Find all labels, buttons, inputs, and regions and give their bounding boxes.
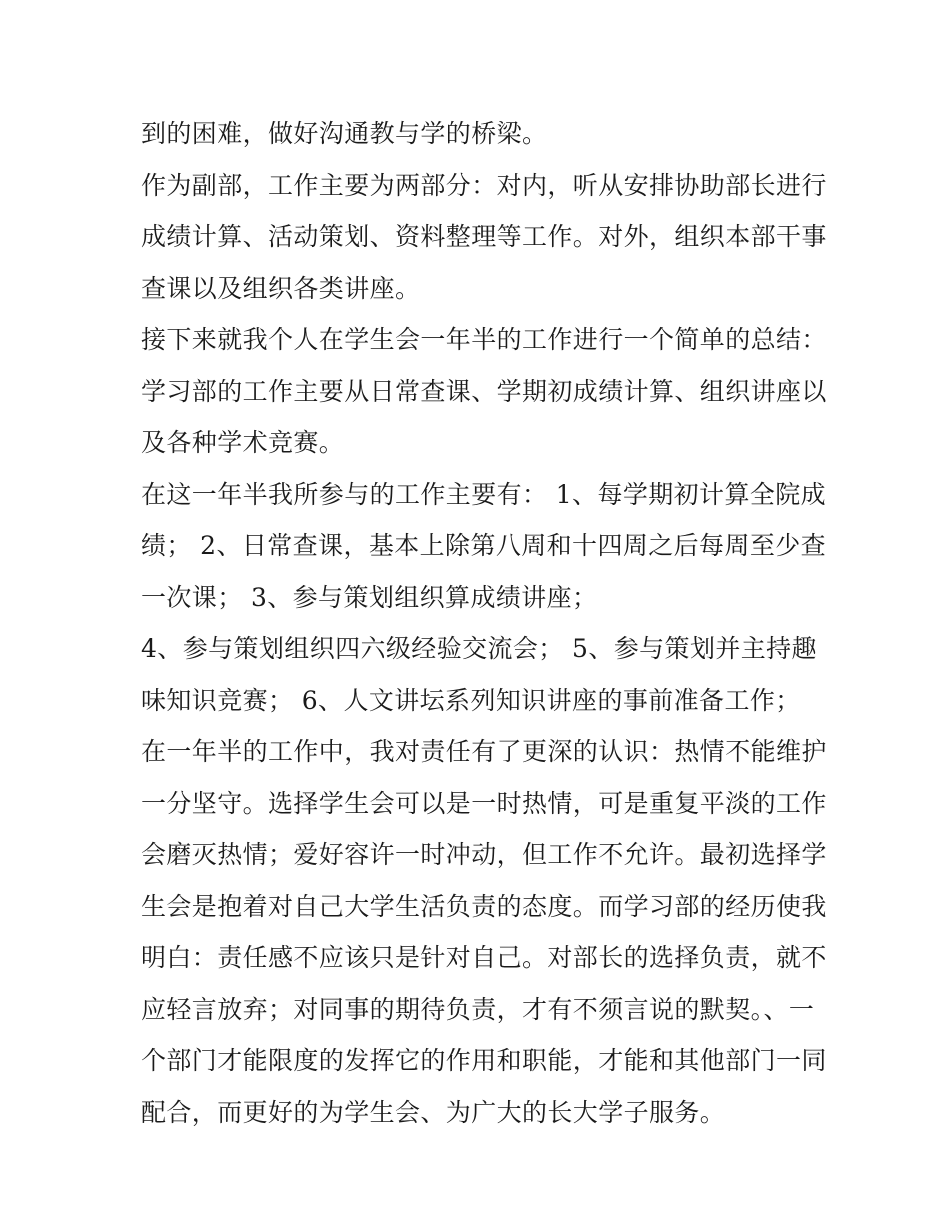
text-line: 在一年半的工作中，我对责任有了更深的认识：热情不能维护	[141, 737, 827, 766]
text-line: 生会是抱着对自己大学生活负责的态度。而学习部的经历使我	[141, 891, 827, 921]
text-line: 一次课； 3、参与策划组织算成绩讲座；	[141, 582, 598, 612]
text-line: 明白：责任感不应该只是针对自己。对部长的选择负责，就不	[141, 943, 827, 972]
paragraph-6	[141, 623, 821, 726]
text-line: 接下来就我个人在学生会一年半的工作进行一个简单的总结：	[141, 325, 827, 354]
text-line: 作为副部，工作主要为两部分：对内，听从安排协助部长进行	[141, 170, 827, 200]
paragraph-2	[141, 160, 827, 315]
text-line: 在这一年半我所参与的工作主要有： 1、每学期初计算全院成	[141, 479, 827, 509]
text-line: 到的困难，做好沟通教与学的桥梁。	[141, 119, 548, 148]
text-line: 会磨灭热情；爱好容许一时冲动，但工作不允许。最初选择学	[141, 840, 827, 869]
paragraph-7	[141, 726, 827, 1138]
text-line: 成绩计算、活动策划、资料整理等工作。对外，组织本部干事	[141, 222, 827, 251]
text-line: 一分坚守。选择学生会可以是一时热情，可是重复平淡的工作	[141, 788, 827, 818]
paragraph-1	[141, 108, 821, 160]
text-line: 配合，而更好的为学生会、为广大的长大学子服务。	[141, 1097, 726, 1127]
text-line: 4、参与策划组织四六级经验交流会； 5、参与策划并主持趣	[141, 634, 817, 663]
paragraph-5	[141, 469, 827, 624]
document-body	[141, 108, 827, 1138]
text-line: 个部门才能限度的发挥它的作用和职能，才能和其他部门一同	[141, 1046, 827, 1075]
text-line: 查课以及组织各类讲座。	[141, 273, 421, 303]
text-line: 绩； 2、日常查课，基本上除第八周和十四周之后每周至少查	[141, 531, 827, 560]
text-line: 应轻言放弃；对同事的期待负责，才有不须言说的默契。、一	[141, 994, 815, 1024]
text-line: 味知识竞赛； 6、人文讲坛系列知识讲座的事前准备工作；	[141, 685, 801, 715]
paragraph-3	[141, 314, 827, 366]
text-line: 及各种学术竞赛。	[141, 428, 345, 457]
text-line: 学习部的工作主要从日常查课、学期初成绩计算、组织讲座以	[141, 376, 827, 406]
paragraph-4	[141, 366, 827, 469]
